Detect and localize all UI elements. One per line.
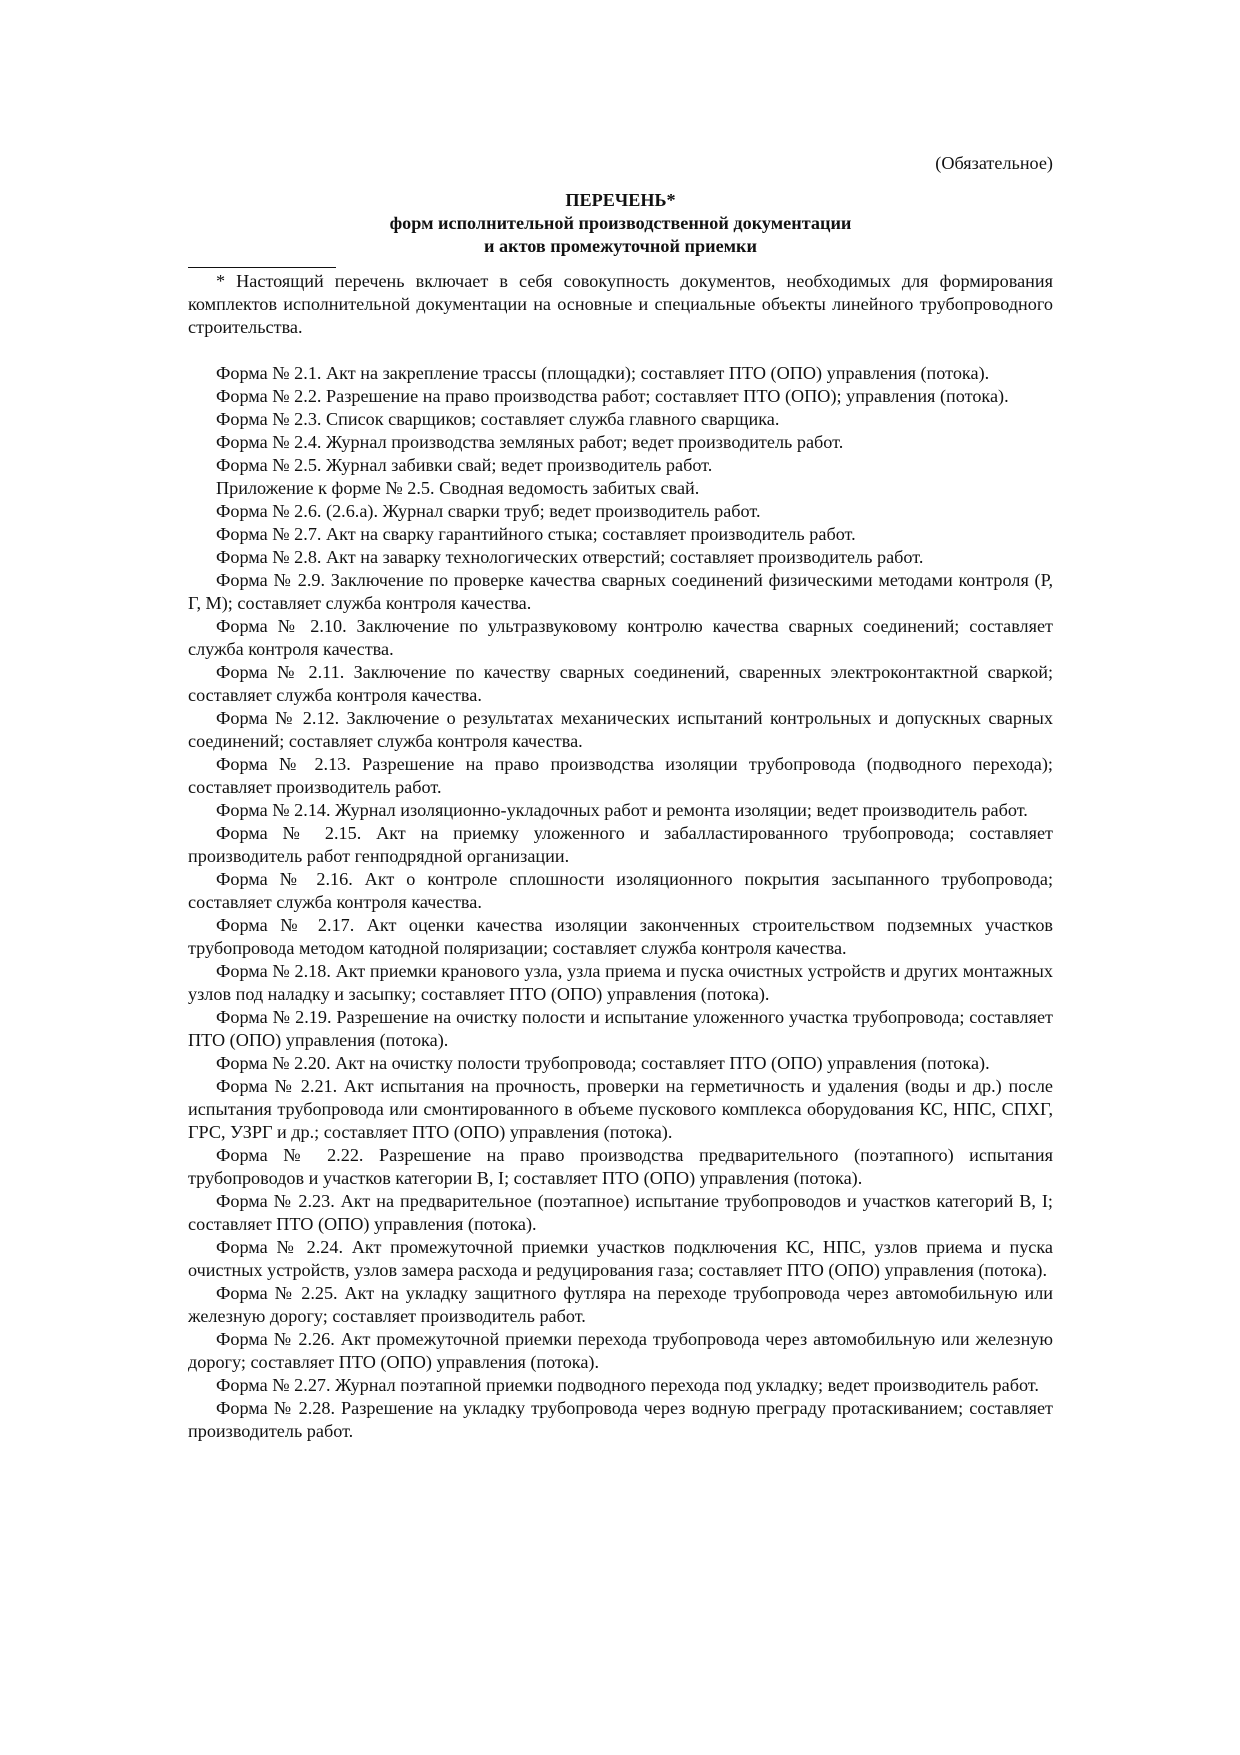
form-list-item: Форма № 2.2. Разрешение на право производства работ; составляет ПТО (ОПО); управления (потока). bbox=[216, 386, 1009, 406]
form-list-item: Форма № 2.21. Акт испытания на прочность, проверки на герметичность и удаления (воды и др.) после испытания трубопровода или смонтированного в объеме пускового комплекса оборудования КС, НПС, СПХГ, ГРС, УЗРГ и др.; составляет ПТО (ОПО) управления (потока). bbox=[188, 1076, 1053, 1142]
form-list-item: Форма № 2.27. Журнал поэтапной приемки подводного перехода под укладку; ведет производитель работ. bbox=[216, 1375, 1039, 1395]
form-list-item: Форма № 2.1. Акт на закрепление трассы (площадки); составляет ПТО (ОПО) управления (потока). bbox=[216, 363, 990, 383]
title-line-3: и актов промежуточной приемки bbox=[483, 236, 758, 256]
form-list-item: Форма № 2.13. Разрешение на право производства изоляции трубопровода (подводного перехода); составляет производитель работ. bbox=[188, 754, 1053, 797]
footnote-text: * Настоящий перечень включает в себя совокупность документов, необходимых для формирования комплектов исполнительной документации на основные и специальные объекты линейного трубопроводного строительства. bbox=[188, 271, 1053, 337]
form-list-item: Форма № 2.11. Заключение по качеству сварных соединений, сваренных электроконтактной сваркой; составляет служба контроля качества. bbox=[188, 662, 1053, 705]
forms-list bbox=[188, 362, 1053, 1443]
form-list-item: Форма № 2.12. Заключение о результатах механических испытаний контрольных и допускных сварных соединений; составляет служба контроля качества. bbox=[188, 708, 1053, 751]
form-list-item: Форма № 2.8. Акт на заварку технологических отверстий; составляет производитель работ. bbox=[216, 547, 924, 567]
form-list-item: Форма № 2.28. Разрешение на укладку трубопровода через водную преграду протаскиванием; составляет производитель работ. bbox=[188, 1398, 1053, 1441]
form-list-item: Форма № 2.7. Акт на сварку гарантийного стыка; составляет производитель работ. bbox=[216, 524, 856, 544]
form-list-item: Форма № 2.9. Заключение по проверке качества сварных соединений физическими методами контроля (Р, Г, М); составляет служба контроля качества. bbox=[188, 570, 1053, 613]
form-list-item: Форма № 2.10. Заключение по ультразвуковому контролю качества сварных соединений; составляет служба контроля качества. bbox=[188, 616, 1053, 659]
form-list-item: Форма № 2.3. Список сварщиков; составляет служба главного сварщика. bbox=[216, 409, 780, 429]
form-list-item: Форма № 2.25. Акт на укладку защитного футляра на переходе трубопровода через автомобильную или железную дорогу; составляет производитель работ. bbox=[188, 1283, 1053, 1326]
form-list-item: Форма № 2.22. Разрешение на право производства предварительного (поэтапного) испытания трубопроводов и участков категории В, I; составляет ПТО (ОПО) управления (потока). bbox=[188, 1145, 1053, 1188]
document-title bbox=[188, 189, 1053, 258]
form-list-item: Форма № 2.4. Журнал производства земляных работ; ведет производитель работ. bbox=[216, 432, 844, 452]
form-list-item: Форма № 2.23. Акт на предварительное (поэтапное) испытание трубопроводов и участков категорий В, I; составляет ПТО (ОПО) управления (потока). bbox=[188, 1191, 1053, 1234]
document-status: (Обязательное) bbox=[935, 153, 1053, 173]
form-list-item: Форма № 2.17. Акт оценки качества изоляции законченных строительством подземных участков трубопровода методом катодной поляризации; составляет служба контроля качества. bbox=[188, 915, 1053, 958]
form-list-item: Форма № 2.16. Акт о контроле сплошности изоляционного покрытия засыпанного трубопровода; составляет служба контроля качества. bbox=[188, 869, 1053, 912]
form-list-item: Форма № 2.24. Акт промежуточной приемки участков подключения КС, НПС, узлов приема и пуска очистных устройств, узлов замера расхода и редуцирования газа; составляет ПТО (ОПО) управления (потока). bbox=[188, 1237, 1053, 1280]
title-line-1: ПЕРЕЧЕНЬ* bbox=[565, 190, 676, 210]
document-body bbox=[188, 152, 1053, 1443]
form-list-item: Приложение к форме № 2.5. Сводная ведомость забитых свай. bbox=[216, 478, 700, 498]
form-list-item: Форма № 2.18. Акт приемки кранового узла, узла приема и пуска очистных устройств и других монтажных узлов под наладку и засыпку; составляет ПТО (ОПО) управления (потока). bbox=[188, 961, 1053, 1004]
title-line-2: форм исполнительной производственной документации bbox=[389, 213, 852, 233]
form-list-item: Форма № 2.6. (2.6.а). Журнал сварки труб; ведет производитель работ. bbox=[216, 501, 761, 521]
form-list-item: Форма № 2.26. Акт промежуточной приемки перехода трубопровода через автомобильную или железную дорогу; составляет ПТО (ОПО) управления (потока). bbox=[188, 1329, 1053, 1372]
footnote-separator bbox=[188, 267, 336, 268]
form-list-item: Форма № 2.5. Журнал забивки свай; ведет производитель работ. bbox=[216, 455, 713, 475]
form-list-item: Форма № 2.14. Журнал изоляционно-укладочных работ и ремонта изоляции; ведет производитель работ. bbox=[216, 800, 1028, 820]
form-list-item: Форма № 2.20. Акт на очистку полости трубопровода; составляет ПТО (ОПО) управления (потока). bbox=[216, 1053, 990, 1073]
form-list-item: Форма № 2.15. Акт на приемку уложенного и забалластированного трубопровода; составляет производитель работ генподрядной организации. bbox=[188, 823, 1053, 866]
form-list-item: Форма № 2.19. Разрешение на очистку полости и испытание уложенного участка трубопровода; составляет ПТО (ОПО) управления (потока). bbox=[188, 1007, 1053, 1050]
